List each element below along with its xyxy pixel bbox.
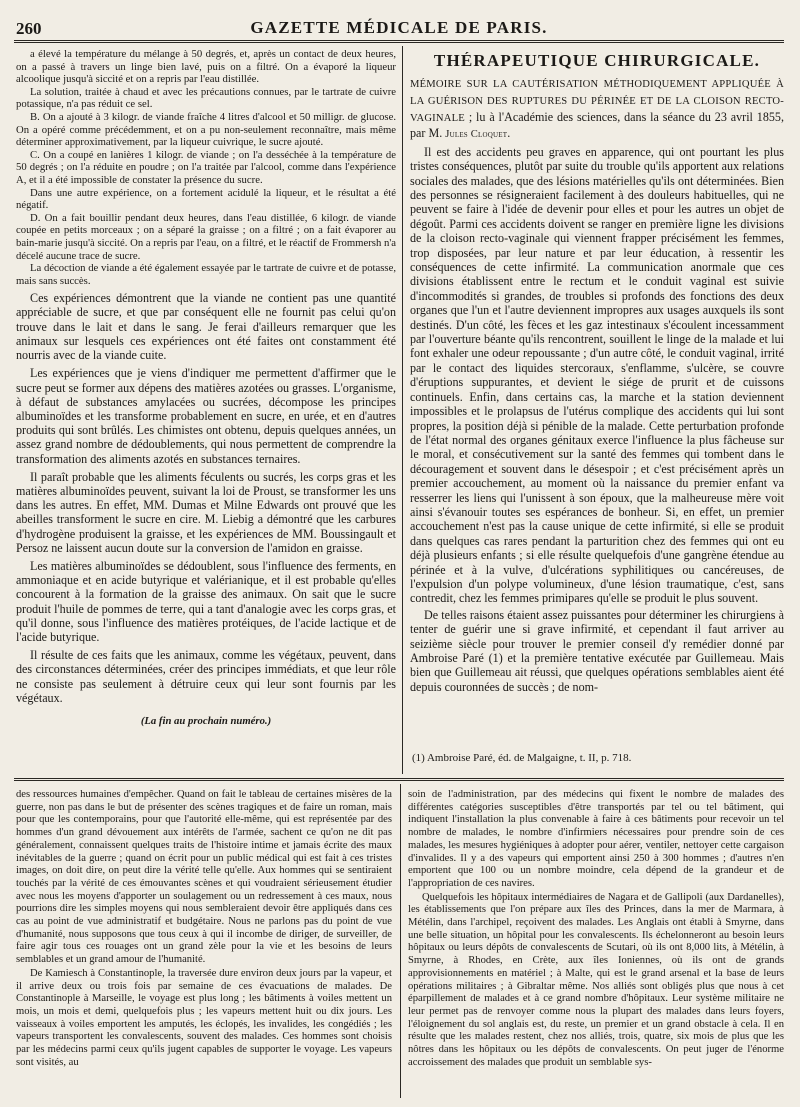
text-paragraph: Les expériences que je viens d'indiquer me permettent d'affirmer que le sucre peut se former aux dépens des matières azotées ou grasses. L'organisme, à défaut de substances amylacées ou sucrées, décompose les principes albuminoïdes et les transforme probablement en sucre, en urée, et en d'autres produits qui sont brûlés. Les chimistes ont obtenu, depuis quelques années, un assez grand nombre de dédoublements, qui nous permettent de comprendre la transformation des aliments azotés en substances ternaires.	[16, 366, 396, 466]
feuilleton-rule	[14, 778, 784, 781]
text-paragraph: soin de l'administration, par des médecins qui fixent le nombre de malades des différentes catégories susceptibles d'être transportés par tel ou tel bâtiment, qui indiquent l'installation la plus convenable à faire à ces bâtiments pour recevoir un tel nombre de malades, le nombre d'infirmiers nécessaires pour prendre soin de ces malades, les mesures hygiéniques à adopter pour aérer, ventiler, nettoyer cette cargaison d'invalides. Il y a des vapeurs qui emportent ainsi 250 à 300 hommes ; d'autres n'en emportent que 100 ou un nombre moindre, cela dépend de la grandeur et de l'appropriation de ces navires.	[408, 789, 784, 889]
left-column	[16, 48, 396, 748]
memoir-source: ; lu à l'Académie des sciences, dans la séance du 23 avril 1855, par M.	[410, 109, 784, 141]
text-paragraph: Les matières albuminoïdes se dédoublent, sous l'influence des ferments, en ammoniaque et en acide butyrique et valérianique, et il est probable qu'elles concourent à la formation de la graisse des animaux. On sait que le sucre produit l'huile de pommes de terre, qui a tant d'analogie avec les corps gras, et qu'il donne, sous l'influence des matières protéiques, de l'acide lactique et de l'acide butyrique.	[16, 558, 396, 644]
footnote: (1) Ambroise Paré, éd. de Malgaigne, t. II, p. 718.	[412, 752, 632, 764]
text-paragraph: B. On a ajouté à 3 kilogr. de viande fraîche 4 litres d'alcool et 50 milligr. de glucose. On a opéré comme précédemment, et on a pu non-seulement reconnaître, mais même déterminer approximativement, par la liqueur cuivrique, le sucre ajouté.	[16, 110, 396, 149]
text-paragraph: C. On a coupé en lanières 1 kilogr. de viande ; on l'a desséchée à la température de 50 degrés ; on l'a réduite en poudre ; on l'a traitée par l'alcool, comme dans l'expérience A, et il a été impossible de constater la présence du sucre.	[16, 148, 396, 186]
text-paragraph: Ces expériences démontrent que la viande ne contient pas une quantité appréciable de sucre, et que par conséquent elle ne fournit pas celui qu'on trouve dans le lait et dans le sang. Je ferai d'ailleurs remarquer que les animaux sur lesquels ces expériences ont été faites ont constamment été nourris avec de la viande cuite.	[16, 291, 396, 363]
text-paragraph: La décoction de viande a été également essayée par le tartrate de cuivre et de potasse, mais sans succès.	[16, 262, 396, 287]
journal-title: GAZETTE MÉDICALE DE PARIS.	[250, 18, 548, 37]
memoir-author-end: .	[507, 126, 511, 141]
text-paragraph: De telles raisons étaient assez puissantes pour déterminer les chirurgiens à tenter de guérir une si grave infirmité, et cependant il faut arriver au seizième siècle pour trouver le premier conseil d'y remédier donné par Ambroise Paré (1) et la première tentative exécutée par Guillemeau. Mais bien que Guillemeau ait réussi, que quelques opérations semblables aient été depuis couronnées de succès ; de nom-	[410, 607, 784, 694]
feuilleton-divider	[400, 784, 401, 1098]
running-header	[14, 16, 784, 38]
text-paragraph: La solution, traitée à chaud et avec les précautions connues, par le tartrate de cuivre potassique, n'a pas réduit ce sel.	[16, 85, 396, 111]
right-column	[410, 52, 784, 740]
feuilleton-left-column	[16, 788, 392, 1100]
text-paragraph: D. On a fait bouillir pendant deux heures, dans l'eau distillée, 6 kilogr. de viande coupée en petits morceaux ; on a séparé la graisse ; on a filtré ; on a fait évaporer au bain-marie jusqu'à siccité. On a repris par l'eau, on a filtré, et le réactif de Frommersh n'a décelé aucune trace de sucre.	[16, 211, 396, 262]
header-rule	[14, 40, 784, 43]
text-paragraph: a élevé la température du mélange à 50 degrés, et, après un contact de deux heures, on a passé à travers un linge bien lavé, puis on a filtré. On a évaporé la liqueur alcoolique jusqu'à siccité et on a repris par l'eau distillée.	[16, 48, 396, 86]
text-paragraph: Il paraît probable que les aliments féculents ou sucrés, les corps gras et les matières albuminoïdes peuvent, suivant la loi de Proust, se transformer les uns dans les autres. En effet, MM. Dumas et Milne Edwards ont prouvé que les abeilles transforment le sucre en cire. M. Liebig a démontré que les carbures d'hydrogène produisent la graisse, et les expériences de MM. Boussingault et Persoz ne laissent aucun doute sur la conversion de l'amidon en graisse.	[16, 469, 396, 555]
page-number: 260	[16, 19, 42, 38]
section-title: THÉRAPEUTIQUE CHIRURGICALE.	[433, 52, 761, 70]
memoir-heading	[410, 76, 784, 142]
text-paragraph: Dans une autre expérience, on a fortement acidulé la liqueur, et le résultat a été négatif.	[16, 186, 396, 212]
text-paragraph: Il résulte de ces faits que les animaux, comme les végétaux, peuvent, dans des circonstances déterminées, créer des principes immédiats, et que leur rôle ne consiste pas seulement à détruire ceux qui leur sont fournis par les végétaux.	[16, 648, 396, 705]
text-paragraph: Il est des accidents peu graves en apparence, qui ont pourtant les plus tristes conséquences, plutôt par suite du trouble qu'ils apportent aux relations sociales des malades, que des lésions matérielles qu'ils ont déterminées. Bien des personnes se résigneraient facilement à des douleurs habituelles, qui ne peuvent se faire à l'idée de devenir pour elles et pour les autres un objet de dégoût. Parmi ces accidents doivent se ranger en première ligne les divisions de la cloison recto-vaginale qui viennent frapper précisément les femmes, trop disposées, par leur nature et par leur éducation, à ressentir les conséquences de cette infirmité. La communication anormale que ces divisions établissent entre le rectum et le conduit vaginal est suivie d'incommodités si grandes, de troubles si profonds des fonctions des deux organes que l'un et l'autre deviennent impropres aux usages auxquels ils sont destinés. D'un côté, les fèces et les gaz intestinaux s'écoulent incessamment par l'ouverture béante qu'ils rencontrent, souillent le linge de la malade et lui font exhaler une odeur repoussante ; d'un autre côté, le conduit vaginal, irrité par le contact des liquides stercoraux, s'enflamme, s'ulcère, se couvre d'éruptions suppurantes, et devient le siége de prurit et de cuissons continuels. Enfin, dans certains cas, la marche et la station deviennent impossibles et le prolapsus de l'utérus complique des accidents qui lui sont propres, la position déjà si pénible de la malade. Cette perturbation profonde de l'état normal des organes génitaux exerce l'influence la plus fâcheuse sur le moral, et consécutivement sur la santé des femmes qui tombent dans le découragement et souvent dans le désespoir ; et c'est précisément après un premier accouchement, au moment où la naissance du premier enfant va resserrer les liens qui l'unissent à son époux, que la malheureuse mère voit ainsi s'évanouir toutes ses espérances de bonheur. Si, en effet, un premier accouchement n'est pas la cause unique de cette infirmité, si elle se produit dans quelques cas rares pendant la parturition chez des femmes qui ont eu déjà plusieurs enfants ; si elle résulte quelquefois d'une gangrène étendue au périnée et à la vulve, d'ulcérations syphilitiques ou cancéreuses, de l'expulsion d'un polype volumineux, d'une lésion traumatique, c'est, sans contredit, chez les femmes primipares qu'elle se produit le plus souvent.	[410, 144, 784, 606]
column-divider	[402, 46, 403, 774]
feuilleton-right-column	[408, 788, 784, 1100]
memoir-author: Jules Cloquet	[445, 129, 508, 141]
memoir-title: MÉMOIRE SUR LA CAUTÉRISATION MÉTHODIQUEMENT APPLIQUÉE À LA GUÉRISON DES RUPTURES DU PÉRINÉE ET DE LA CLOISON RECTO-VAGINALE	[410, 79, 784, 124]
text-paragraph: des ressources humaines d'empêcher. Quand on fait le tableau de certaines misères de la guerre, non pas dans le but de présenter des scènes tragiques et de faire un roman, mais pour que les contemporains, pour que l'autorité elle-même, qui est représentée par des hommes d'un grand dévouement aux intérêts de l'armée, sachent ce qu'on ne dit pas généralement, connaissent quelques traits de l'histoire intime et jamais écrite des maux inévitables de la guerre ; quand on écrit pour un public médical qui est fait à ces tristes images, on doit dire, on peut dire la vérité telle qu'elle. Aux hommes qui se sentiraient touchés par la vérité de ces émouvantes scènes et qui voudraient sérieusement étudier avec nous les moyens d'apporter un soulagement ou un redressement à ces maux, nous pourrions dire les simples moyens qui nous sembleraient devoir être appliqués dans ces cas au point de vue administratif et budgétaire. Nous ne parlons pas du point de vue d'humanité, nous supposons que tous ceux à qui il incombe de diriger, de surveiller, de faire agir tous ces rouages ont un grand zèle pour la vie et les besoins de leurs semblables et un grand amour de l'humanité.	[16, 789, 392, 966]
continued-notice: (La fin au prochain numéro.)	[140, 714, 272, 727]
text-paragraph: De Kamiesch à Constantinople, la traversée dure environ deux jours par la vapeur, et il arrive deux ou trois fois par semaine de ces évacuations de malades. De Constantinople à Marseille, le voyage est plus long ; les bâtiments à voiles mettent un mois, un mois et demi, quelquefois plus ; les vapeurs mettent huit ou dix jours. Les vaisseaux à voiles emportent les amputés, les éclopés, les invalides, les congédiés ; les vapeurs transportent les convalescents, souvent des malades. Ces hommes sont choisis par les médecins parmi ceux qu'ils jugent capables de supporter le voyage. Les vapeurs sont visités, au	[16, 967, 392, 1068]
text-paragraph: Quelquefois les hôpitaux intermédiaires de Nagara et de Gallipoli (aux Dardanelles), les établissements que l'on prépare aux îles des Princes, dans la mer de Marmara, à Métélin, dans l'archipel, reçoivent des malades. Les Anglais ont établi à Smyrne, dans une belle situation, un hôpital pour les convalescents. Ils échelonneront au besoin leurs hôpitaux ou leurs dépôts de convalescents de Scutari, où ils ont 8,000 lits, à Métélin, à Smyrne, à Rhodes, en Crète, aux îles Ioniennes, où ils ont de grands approvisionnements en matériel ; à Malte, qui est le grand arsenal et la base de leurs opérations militaires ; à Gibraltar même. Nos alliés sont obligés plus que nous à cet éparpillement de malades et à ce grand nombre d'hôpitaux. Leur système militaire ne leur permet pas de renvoyer comme nous la plupart des malades dans leurs foyers, l'éloignement du sol anglais est, du reste, un premier et un grand obstacle à cela. Il en résulte que les malades restent, chez nos alliés, trois, quatre, six mois de plus que les nôtres dans les hôpitaux ou les dépôts de convalescents. On peut juger de l'énorme accroissement des malades que produit un semblable sys-	[408, 891, 784, 1068]
